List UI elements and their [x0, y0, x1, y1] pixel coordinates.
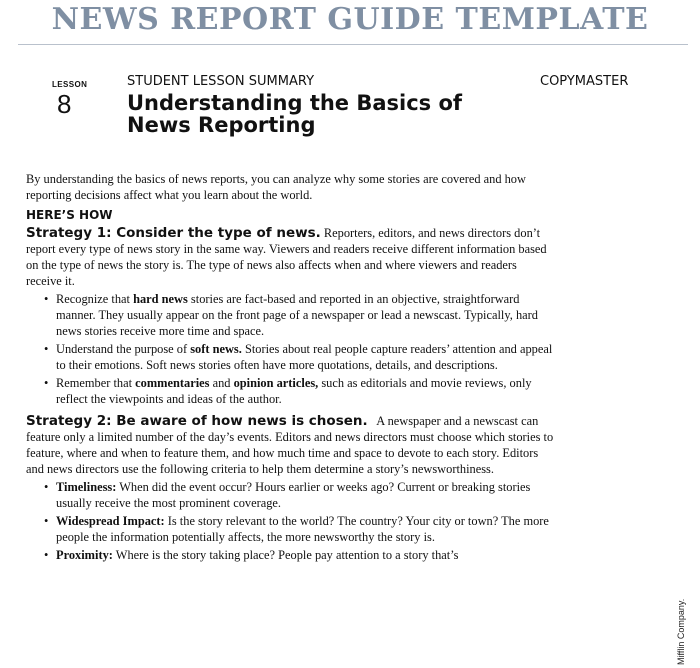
bullet-text: When did the event occur? Hours earlier or weeks ago? Current or breaking stories usually receive the most prominent coverage.	[56, 480, 531, 510]
list-item	[56, 547, 554, 563]
copymaster-label: COPYMASTER	[540, 74, 629, 89]
bullet-term: opinion articles,	[233, 376, 319, 390]
bullet-text: Recognize that	[56, 292, 134, 306]
section-heading: HERE’S HOW	[26, 208, 113, 222]
strategy-2-list	[26, 479, 554, 563]
list-item	[56, 479, 554, 511]
bullet-text: Understand the purpose of	[56, 342, 191, 356]
strategy-1-paragraph	[26, 225, 554, 289]
bullet-text: Stories about real people capture readers’ attention and appeal to their emotions. Soft news stories often have more quotations, details, and descriptions.	[56, 342, 553, 372]
bullet-text: stories are fact-based and reported in an objective, straightforward manner. They usually appear on the front page of a newspaper or lead a newscast. Typically, hard news stories receive more time and space.	[56, 292, 538, 338]
lesson-content	[26, 171, 557, 569]
bullet-text: Where is the story taking place? People pay attention to a story that’s	[112, 548, 459, 562]
strategy-2-paragraph	[26, 413, 557, 477]
strategy-2-heading: Strategy 2: Be aware of how news is chosen.	[26, 413, 368, 429]
strategy-2-body: A newspaper and a newscast can feature only a limited number of the day’s events. Editors and news directors must choose which stories to feature, where and when to feature them, and how much time and space to devote to each story. Editors and news directors use the following criteria to help them determine a story’s newsworthiness.	[26, 414, 557, 476]
summary-label: STUDENT LESSON SUMMARY	[127, 74, 315, 89]
lesson-title	[127, 92, 507, 136]
lesson-label: LESSON	[52, 80, 88, 89]
strategy-1-list	[26, 291, 554, 407]
intro-paragraph: By understanding the basics of news reports, you can analyze why some stories are covered and how reporting decisions affect what you learn about the world.	[26, 172, 526, 202]
list-item	[56, 341, 554, 373]
lesson-title-line1: Understanding the Basics of	[127, 91, 463, 115]
bullet-text: Is the story relevant to the world? The country? Your city or town? The more people the information potentially affects, the more newsworthy the story is.	[56, 514, 549, 544]
bullet-text: and	[209, 376, 234, 390]
bullet-term: Proximity:	[56, 548, 113, 562]
banner-divider	[18, 44, 688, 45]
bullet-term: commentaries	[135, 376, 210, 390]
bullet-text: such as editorials and movie reviews, only reflect the viewpoints and ideas of the author.	[56, 376, 532, 406]
bullet-term: hard news	[133, 292, 188, 306]
strategy-1-body: Reporters, editors, and news directors don’t report every type of news story in the same way. Viewers and readers receive different information based on the type of news the story is. The type of news also affects when and where viewers and readers receive it.	[26, 226, 547, 288]
lesson-title-line2: News Reporting	[127, 113, 316, 137]
list-item	[56, 375, 554, 407]
bullet-term: Widespread Impact:	[56, 514, 165, 528]
lesson-number: 8	[57, 89, 72, 119]
strategy-1-heading: Strategy 1: Consider the type of news.	[26, 225, 321, 241]
list-item	[56, 291, 554, 339]
bullet-text: Remember that	[56, 376, 136, 390]
bullet-term: soft news.	[190, 342, 242, 356]
side-copyright-credit: Mifflin Company.	[676, 598, 686, 665]
list-item	[56, 513, 554, 545]
banner-title: NEWS REPORT GUIDE TEMPLATE	[51, 2, 649, 37]
bullet-term: Timeliness:	[56, 480, 117, 494]
